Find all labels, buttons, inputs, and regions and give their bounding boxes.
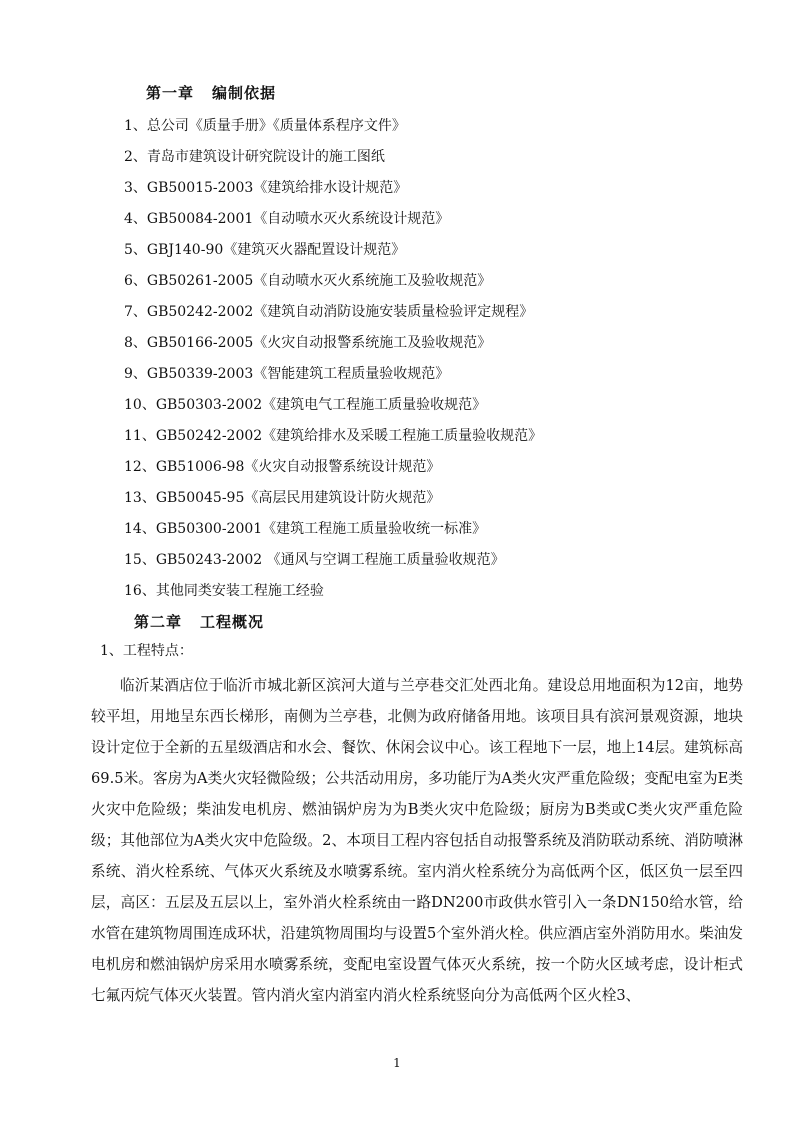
chapter-2-label: 第二章	[134, 613, 183, 631]
reference-item: 14、GB50300-2001《建筑工程施工质量验收统一标准》	[124, 521, 487, 537]
reference-item: 6、GB50261-2005《自动喷水灭火系统施工及验收规范》	[124, 273, 492, 289]
reference-item: 16、其他同类安装工程施工经验	[124, 583, 324, 599]
reference-item: 8、GB50166-2005《火灾自动报警系统施工及验收规范》	[124, 335, 492, 351]
page-number: 1	[393, 1056, 401, 1070]
reference-item: 15、GB50243-2002 《通风与空调工程施工质量验收规范》	[124, 552, 505, 568]
reference-item: 7、GB50242-2002《建筑自动消防设施安装质量检验评定规程》	[124, 304, 534, 320]
chapter-1-title: 编制依据	[212, 84, 277, 102]
project-overview-paragraph: 临沂某酒店位于临沂市城北新区滨河大道与兰亭巷交汇处西北角。建设总用地面积为12亩，地势较平坦，用地呈东西长梯形，南侧为兰亭巷，北侧为政府储备用地。该项目具有滨河景观资源，地块设计定位于全新的五星级酒店和水会、餐饮、休闲会议中心。该工程地下一层，地上14层。建筑标高69.5米。客房为A类火灾轻微险级；公共活动用房，多功能厅为A类火灾严重危险级；变配电室为E类火灾中危险级；柴油发电机房、燃油锅炉房为为B类火灾中危险级；厨房为B类或C类火灾严重危险级；其他部位为A类火灾中危险级。2、本项目工程内容包括自动报警系统及消防联动系统、消防喷淋系统、消火栓系统、气体灭火系统及水喷雾系统。室内消火栓系统分为高低两个区，低区负一层至四层，高区：五层及五层以上，室外消火栓系统由一路DN200市政供水管引入一条DN150给水管，给水管在建筑物周围连成环状，沿建筑物周围均与设置5个室外消火栓。供应酒店室外消防用水。柴油发电机房和燃油锅炉房采用水喷雾系统，变配电室设置气体灭火系统，按一个防火区域考虑，设计柜式七氟丙烷气体灭火装置。管内消火室内消室内消火栓系统竖向分为高低两个区火栓3、	[91, 677, 743, 1004]
chapter-1-heading	[146, 82, 276, 103]
reference-item: 5、GBJ140-90《建筑灭火器配置设计规范》	[124, 242, 406, 258]
reference-item: 4、GB50084-2001《自动喷水灭火系统设计规范》	[124, 211, 450, 227]
reference-item: 9、GB50339-2003《智能建筑工程质量验收规范》	[124, 366, 450, 382]
reference-item: 3、GB50015-2003《建筑给排水设计规范》	[124, 180, 408, 196]
reference-item: 1、总公司《质量手册》《质量体系程序文件》	[124, 118, 406, 134]
chapter-1-label: 第一章	[146, 84, 195, 102]
reference-item: 10、GB50303-2002《建筑电气工程施工质量验收规范》	[124, 397, 487, 413]
reference-item: 11、GB50242-2002《建筑给排水及采暖工程施工质量验收规范》	[124, 428, 543, 444]
reference-item: 2、青岛市建筑设计研究院设计的施工图纸	[124, 149, 385, 165]
chapter-2-heading	[134, 611, 264, 632]
reference-item: 13、GB50045-95《高层民用建筑设计防火规范》	[124, 490, 441, 506]
reference-list	[124, 111, 542, 607]
reference-item: 12、GB51006-98《火灾自动报警系统设计规范》	[124, 459, 441, 475]
subsection-title: 1、工程特点：	[100, 643, 193, 659]
chapter-2-title: 工程概况	[200, 613, 265, 631]
